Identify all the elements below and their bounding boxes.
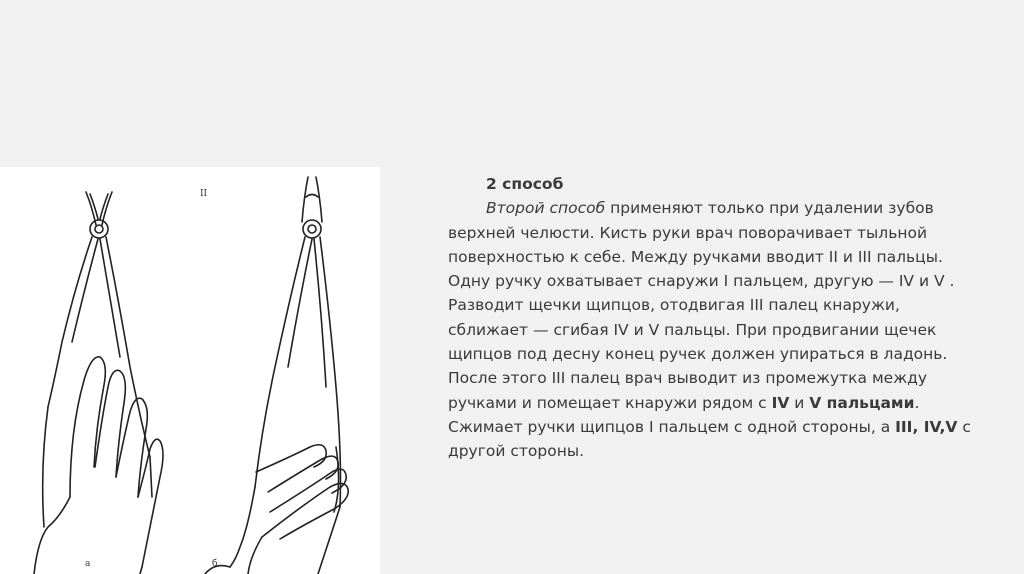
forceps-drawing — [0, 167, 380, 574]
figure-label-b: б — [212, 559, 218, 569]
method-name: Второй способ — [486, 199, 606, 218]
paragraph-part-4: с другой стороны. — [448, 417, 971, 461]
section-heading: 2 способ — [486, 175, 564, 193]
description-text — [448, 172, 978, 464]
paragraph-part-3: . Сжимает ручки щипцов I пальцем с одной стороны, а — [448, 393, 920, 436]
figure-label-a: а — [85, 559, 91, 569]
finger-v: V — [809, 393, 822, 412]
paragraph-part-2: и — [789, 393, 810, 412]
figure-label-top: ІІ — [200, 189, 208, 199]
fingers-iii-iv-v: III, IV,V — [895, 417, 958, 436]
method-paragraph — [448, 196, 978, 463]
finger-iv: IV — [771, 393, 790, 412]
paragraph-part-1: применяют только при удалении зубов верхней челюсти. Кисть руки врач поворачивает тыльной поверхностью к себе. Между ручками вводит II и III пальцы. Одну ручку охватывает снаружи I пальцем, другую — IV и V . Разводит щечки щипцов, отодвигая III палец кнаружи, сближает — сгибая IV и V пальцы. При продвигании щечек щипцов под десну конец ручек должен упираться в ладонь. После этого III палец врач выводит из промежутка между ручками и помещает кнаружи рядом с — [448, 199, 955, 412]
forceps-illustration — [0, 167, 380, 574]
fingers-word: пальцами — [821, 393, 915, 412]
